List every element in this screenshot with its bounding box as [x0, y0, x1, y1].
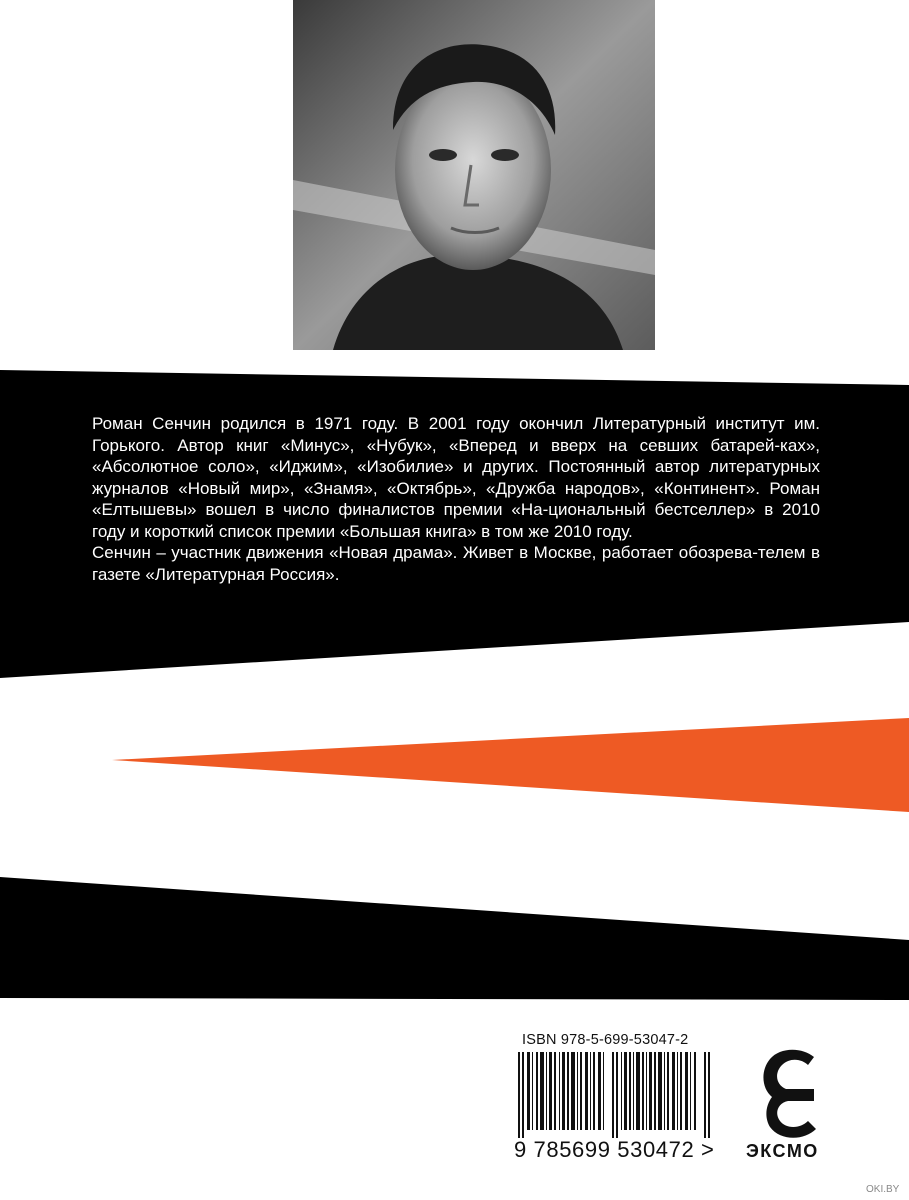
publisher-name: ЭКСМО [746, 1141, 819, 1161]
bio-paragraph-1: Роман Сенчин родился в 1971 году. В 2001 году окончил Литературный институт им. Горького. Автор книг «Минус», «Нубук», «Вперед и вверх на севших батарей-ках», «Абсолютное соло», «Иджим», «Изобилие» и других. Постоянный автор литературных журналов «Новый мир», «Знамя», «Октябрь», «Дружба народов», «Континент». Роман «Елтышевы» вошел в число финалистов премии «На-циональный бестселлер» в 2010 году и короткий список премии «Большая книга» в том же 2010 году. [92, 414, 820, 541]
author-portrait-image [293, 0, 655, 350]
watermark: OKI.BY [866, 1184, 900, 1195]
barcode-digits: 9 785699 530472 > [514, 1137, 715, 1162]
author-photo [293, 0, 655, 350]
barcode [518, 1052, 714, 1138]
author-bio [92, 413, 820, 585]
bio-paragraph-2: Сенчин – участник движения «Новая драма». Живет в Москве, работает обозрева-телем в газете «Литературная Россия». [92, 543, 820, 584]
orange-wedge [112, 718, 909, 812]
isbn-label: ISBN 978-5-699-53047-2 [522, 1032, 689, 1048]
black-stripe-bottom [0, 877, 909, 1000]
eksmo-logo-icon [758, 1045, 832, 1141]
